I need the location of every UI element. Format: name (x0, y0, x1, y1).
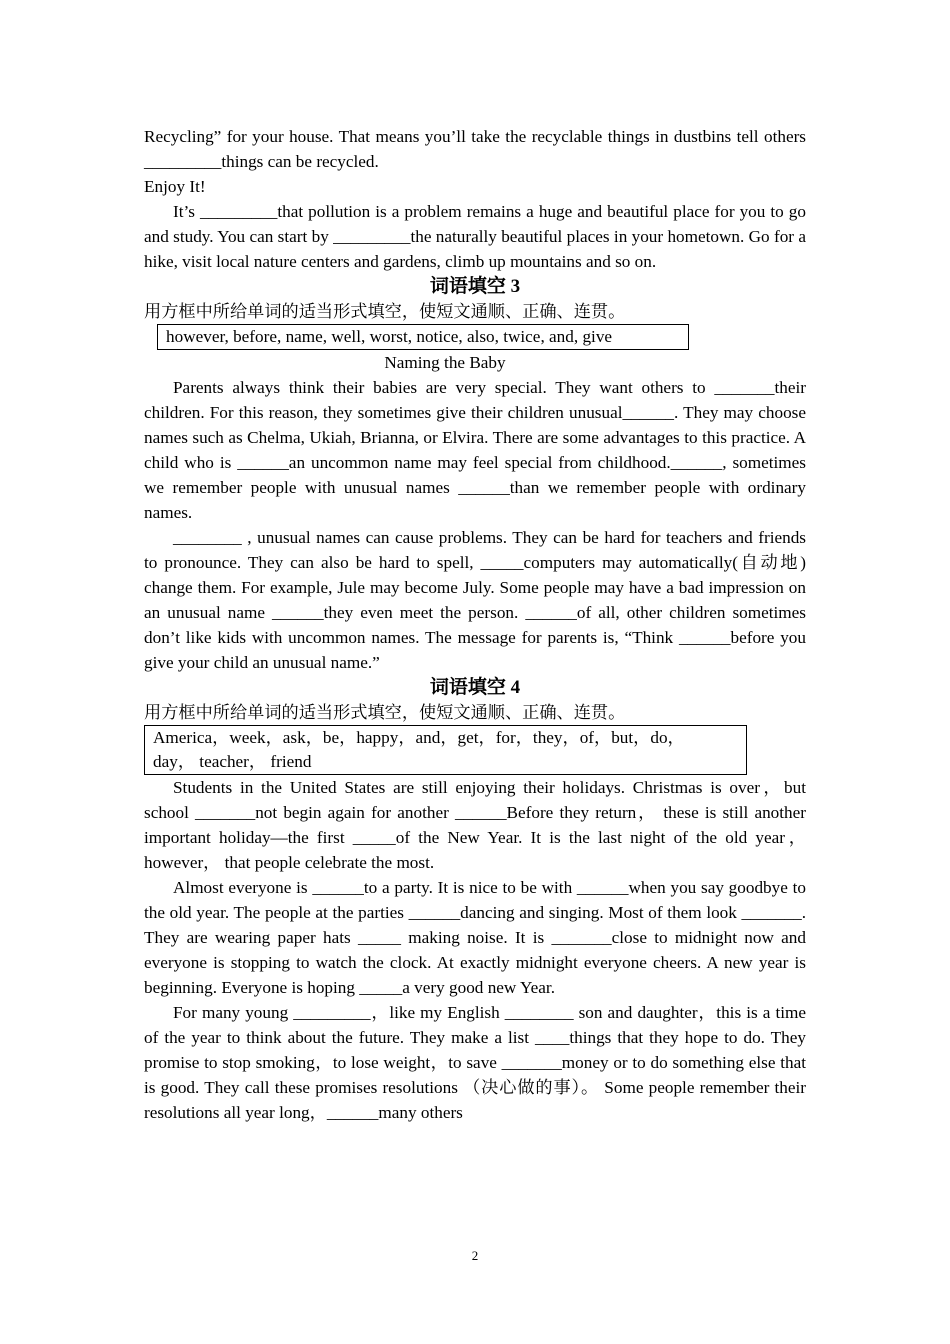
section4-word-box (144, 725, 747, 775)
prev-paragraph-2: It’s _________that pollution is a problem remains a huge and beautiful place for you to go and study. You can start by _________the naturally beautiful places in your hometown. Go for a hike, visit local nature centers and gardens, climb up mountains and so on. (144, 202, 806, 271)
section3-paragraph-2: ________ , unusual names can cause problems. They can be hard for teachers and friends to pronounce. They can also be hard to spell, _____computers may automatically(自动地) change them. For example, Jule may become July. Some people may have a bad impression on an unusual name ______they even meet the person. ______of all, other children sometimes don’t like kids with uncommon names. The message for parents is, “Think ______before you give your child an unusual name.” (144, 528, 806, 672)
section3-passage-title: Naming the Baby (384, 353, 506, 372)
section4-heading: 词语填空 4 (429, 677, 521, 698)
section4-paragraph-1: Students in the United States are still enjoying their holidays. Christmas is over，but school _______not begin again for another ______Before they return， these is still another important holiday—the first _____of the New Year. It is the last night of the old year， however， that people celebrate the most. (144, 778, 806, 872)
section4-paragraph-2: Almost everyone is ______to a party. It is nice to be with ______when you say goodbye to the old year. The people at the parties ______dancing and singing. Most of them look _______. They are wearing paper hats _____ making noise. It is _______close to midnight now and everyone is stopping to watch the clock. At exactly midnight everyone cheers. A new year is beginning. Everyone is hoping _____a very good new Year. (144, 878, 806, 997)
section3-heading: 词语填空 3 (429, 276, 521, 297)
section4-word-box-line-2: day， teacher， friend (153, 752, 312, 771)
prev-paragraph-1: Recycling” for your house. That means you’ll take the recyclable things in dustbins tell others _________things can be recycled. (144, 127, 806, 171)
section4-word-box-line-1: America，week，ask，be，happy，and，get，for，they，of，but，do， (153, 728, 685, 747)
section4-paragraph-3: For many young _________，like my English ________ son and daughter，this is a time of the year to think about the future. They make a list ____things that they hope to do. They promise to stop smoking，to lose weight，to save _______money or to do something else that is good. They call these promises resolutions （决心做的事）。 Some people remember their resolutions all year long，______many others (144, 1003, 806, 1122)
document-page (144, 124, 806, 1125)
section3-word-box: however, before, name, well, worst, notice, also, twice, and, give (157, 324, 689, 350)
section3-paragraph-1: Parents always think their babies are very special. They want others to _______their children. For this reason, they sometimes give their children unusual______. They may choose names such as Chelma, Ukiah, Brianna, or Elvira. There are some advantages to this practice. A child who is ______an uncommon name may feel special from childhood.______, sometimes we remember people with unusual names ______than we remember people with ordinary names. (144, 378, 806, 522)
prev-subheading: Enjoy It! (144, 177, 206, 196)
page-number: 2 (471, 1248, 479, 1263)
section3-instruction: 用方框中所给单词的适当形式填空，使短文通顺、正确、连贯。 (144, 302, 626, 321)
section4-instruction: 用方框中所给单词的适当形式填空，使短文通顺、正确、连贯。 (144, 703, 626, 722)
